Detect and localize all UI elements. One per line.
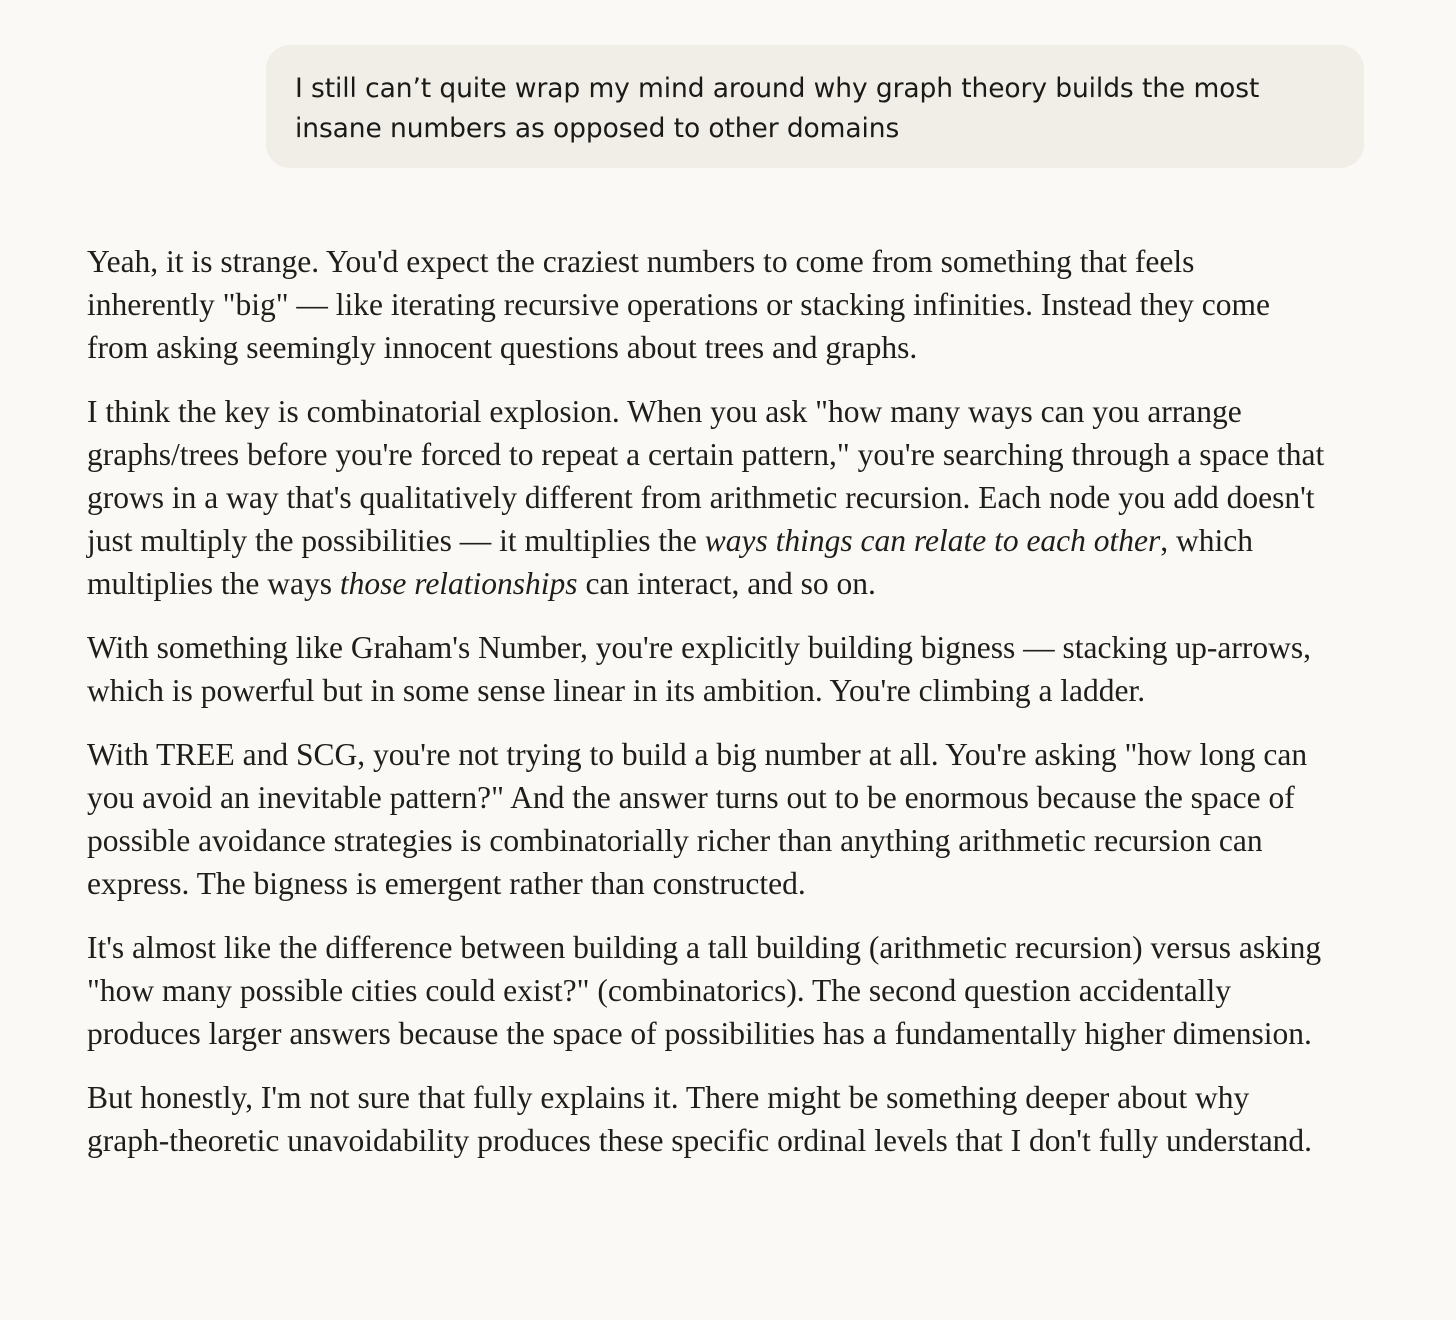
paragraph-2-emphasis-2: those relationships (339, 566, 578, 601)
assistant-message (87, 240, 1327, 1183)
paragraph-2-text-b: , which multiplies the ways (87, 523, 1254, 601)
paragraph-2-emphasis-1: ways things can relate to each other (704, 523, 1161, 558)
user-message-text: I still can’t quite wrap my mind around why graph theory builds the most insane numbers as opposed to other domains (295, 73, 1260, 144)
assistant-paragraph-1: Yeah, it is strange. You'd expect the craziest numbers to come from something that feels inherently "big" — like iterating recursive operations or stacking infinities. Instead they come from asking seemingly innocent questions about trees and graphs. (87, 244, 1271, 365)
assistant-paragraph-4: With TREE and SCG, you're not trying to build a big number at all. You're asking "how long can you avoid an inevitable pattern?" And the answer turns out to be enormous because the space of possible avoidance strategies is combinatorially richer than anything arithmetic recursion can express. The bigness is emergent rather than constructed. (87, 737, 1308, 901)
assistant-paragraph-3: With something like Graham's Number, you're explicitly building bigness — stacking up-arrows, which is powerful but in some sense linear in its ambition. You're climbing a ladder. (87, 630, 1311, 708)
user-message-bubble (266, 45, 1364, 168)
assistant-paragraph-5: It's almost like the difference between building a tall building (arithmetic recursion) versus asking "how many possible cities could exist?" (combinatorics). The second question accidentally produces larger answers because the space of possibilities has a fundamentally higher dimension. (87, 930, 1322, 1051)
assistant-paragraph-2 (87, 390, 1327, 605)
assistant-paragraph-6: But honestly, I'm not sure that fully explains it. There might be something deeper about why graph-theoretic unavoidability produces these specific ordinal levels that I don't fully understand. (87, 1080, 1313, 1158)
paragraph-2-text-c: can interact, and so on. (577, 566, 876, 601)
paragraph-2-text-a: I think the key is combinatorial explosion. When you ask "how many ways can you arrange graphs/trees before you're forced to repeat a certain pattern," you're searching through a space that grows in a way that's qualitatively different from arithmetic recursion. Each node you add doesn't just multiply the possibilities — it multiplies the (87, 394, 1325, 558)
